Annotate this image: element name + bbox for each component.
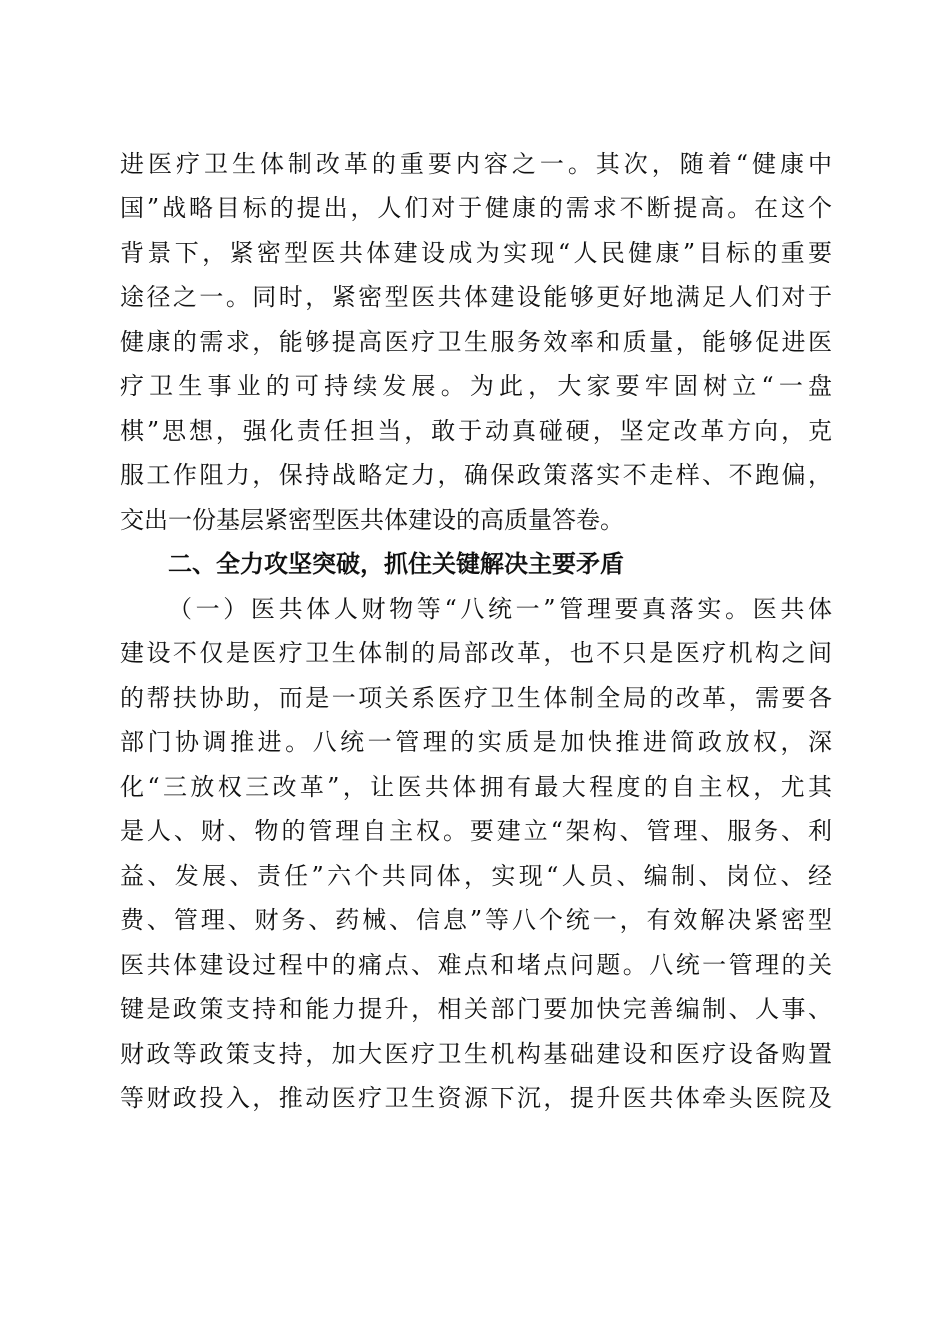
paragraph-2-line: 财政等政策支持，加大医疗卫生机构基础建设和医疗设备购置 <box>120 1040 832 1068</box>
section-heading: 二、全力攻坚突破，抓住关键解决主要矛盾 <box>168 550 624 578</box>
paragraph-2-line: 键是政策支持和能力提升，相关部门要加快完善编制、人事、 <box>120 995 832 1023</box>
paragraph-2-line: 等财政投入，推动医疗卫生资源下沉，提升医共体牵头医院及 <box>120 1084 832 1112</box>
paragraph-1-line: 交出一份基层紧密型医共体建设的高质量答卷。 <box>120 506 624 534</box>
paragraph-1-line: 途径之一。同时，紧密型医共体建设能够更好地满足人们对于 <box>120 283 832 311</box>
paragraph-2-line: 建设不仅是医疗卫生体制的局部改革，也不只是医疗机构之间 <box>120 639 832 667</box>
paragraph-2-line: 是人、财、物的管理自主权。要建立“架构、管理、服务、利 <box>120 817 832 845</box>
paragraph-1-line: 棋”思想，强化责任担当，敢于动真碰硬，坚定改革方向，克 <box>120 417 832 445</box>
paragraph-1-line: 进医疗卫生体制改革的重要内容之一。其次，随着“健康中 <box>120 150 832 178</box>
paragraph-1-line: 服工作阻力，保持战略定力，确保政策落实不走样、不跑偏， <box>120 461 832 489</box>
paragraph-2-line: 化“三放权三改革”，让医共体拥有最大程度的自主权，尤其 <box>120 773 832 801</box>
paragraph-2-line: 部门协调推进。八统一管理的实质是加快推进简政放权，深 <box>120 728 832 756</box>
paragraph-2-line: （一）医共体人财物等“八统一”管理要真落实。医共体 <box>168 595 832 623</box>
paragraph-1-line: 健康的需求，能够提高医疗卫生服务效率和质量，能够促进医 <box>120 328 832 356</box>
paragraph-2-line: 的帮扶协助，而是一项关系医疗卫生体制全局的改革，需要各 <box>120 684 832 712</box>
paragraph-2-line: 益、发展、责任”六个共同体，实现“人员、编制、岗位、经 <box>120 862 832 890</box>
paragraph-1-line: 背景下，紧密型医共体建设成为实现“人民健康”目标的重要 <box>120 239 832 267</box>
paragraph-2-line: 费、管理、财务、药械、信息”等八个统一，有效解决紧密型 <box>120 906 832 934</box>
paragraph-1-line: 国”战略目标的提出，人们对于健康的需求不断提高。在这个 <box>120 194 832 222</box>
paragraph-2-line: 医共体建设过程中的痛点、难点和堵点问题。八统一管理的关 <box>120 951 832 979</box>
paragraph-1-line: 疗卫生事业的可持续发展。为此，大家要牢固树立“一盘 <box>120 372 832 400</box>
